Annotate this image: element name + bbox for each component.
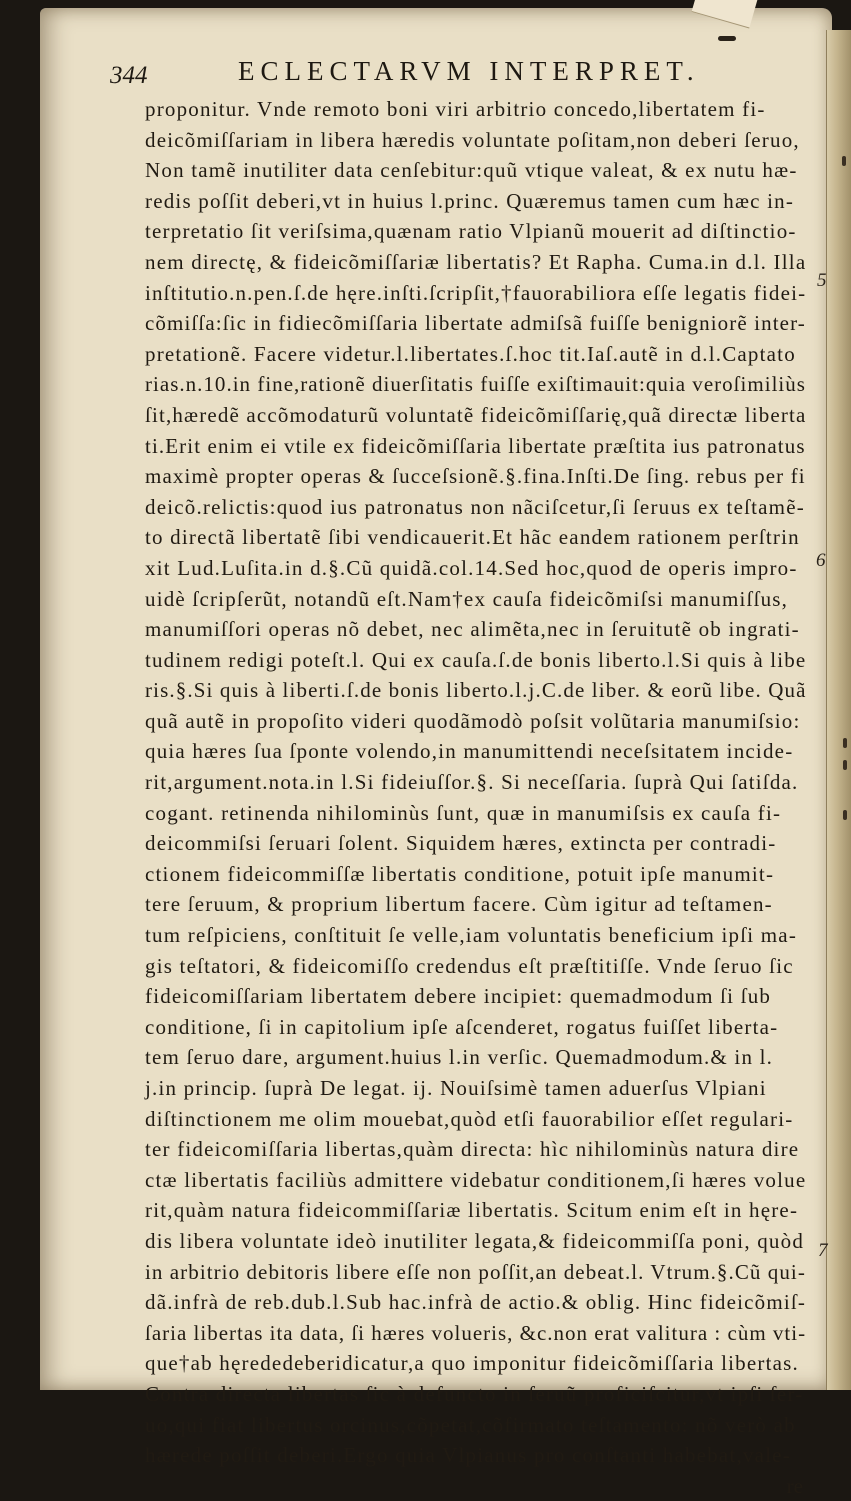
margin-number: 7: [818, 1240, 828, 1261]
text-line: cõmiſſa:ſic in fidiecõmiſſaria libertate admiſsã fuiſſe benigniorẽ inter-: [145, 311, 806, 336]
text-line: rias.n.10.in fine,rationẽ diuerſitatis fuiſſe exiſtimauit:quia veroſimiliùs: [145, 372, 806, 397]
margin-number: 5: [817, 270, 827, 291]
text-line: quã autẽ in propoſito videri quodãmodò poſsit volũtaria manumiſsio:: [145, 708, 801, 733]
text-line: ter fideicomiſſaria libertas,quàm directa: hìc nihilominùs natura dire: [145, 1137, 800, 1162]
text-line: deicõ.relictis:quod ius patronatus non nãciſcetur,ſi ſeruus ex teſtamẽ-: [145, 494, 805, 519]
text-line: cogant. retinenda nihilominùs ſunt, quæ in manumiſsis ex cauſa fi-: [145, 800, 782, 825]
text-line: tudinem redigi poteſt.l. Qui ex cauſa.ſ.de bonis liberto.l.Si quis à libe: [145, 647, 807, 672]
edge-mark: [842, 156, 846, 166]
text-line: rit,argument.nota.in l.Si fideiuſſor.§. Si neceſſaria. ſuprà Qui ſatiſda.: [145, 770, 799, 795]
text-line: nem directę, & fideicõmiſſariæ libertatis? Et Rapha. Cuma.in d.l. Illa: [145, 249, 807, 274]
text-line: deicommiſsi ſeruari ſolent. Siquidem hæres, extincta per contradi-: [145, 831, 777, 856]
catchword: re: [786, 1473, 803, 1498]
text-line: dis libera voluntate ideò inutiliter legata,& fideicommiſſa poni, quòd: [145, 1228, 805, 1253]
text-line: deicõmiſſariam in libera hæredis voluntate poſitam,non deberi ſeruo,: [145, 127, 800, 152]
text-line: ti.Erit enim ei vtile ex fideicõmiſſaria libertate præſtita ius patronatus: [145, 433, 806, 458]
text-line: ris.§.Si quis à liberti.ſ.de bonis liberto.l.j.C.de liber. & eorũ libe. Quã: [145, 678, 807, 703]
text-line: tum reſpiciens, conſtituit ſe velle,iam voluntatis beneficium ipſi ma-: [145, 923, 798, 948]
text-line: diſtinctionem me olim mouebat,quòd etſi fauorabilior eſſet regulari-: [145, 1106, 794, 1131]
text-line: hærede poſſit deberi.Ergo quia Vlpianus pro conſtanti habebat,vale-: [145, 1443, 791, 1468]
text-line: gis teſtatori, & fideicomiſſo credendus eſt præſtitiſſe. Vnde ſeruo ſic: [145, 953, 794, 978]
edge-mark: [843, 760, 847, 770]
text-line: dã.infrà de reb.dub.l.Sub hac.infrà de actio.& oblig. Hinc fideicõmiſ-: [145, 1290, 807, 1315]
text-line: tem ſeruo dare, argument.huius l.in verſic. Quemadmodum.& in l.: [145, 1045, 774, 1070]
text-line: tere ſeruum, & proprium libertum facere. Cùm igitur ad teſtamen-: [145, 892, 773, 917]
text-line: maximè propter operas & ſucceſsionẽ.§.fina.Inſti.De ſing. rebus per fi: [145, 464, 806, 489]
edge-mark: [843, 810, 847, 820]
text-line: rit,quàm natura fideicommiſſariæ libertatis. Scitum enim eſt in hęre-: [145, 1198, 799, 1223]
text-line: Contra directa libertas ſic à defuncto in ſeruũ proficiſcitur,vt ipſi ſer-: [145, 1381, 804, 1406]
text-line: quia hæres ſua ſponte volendo,in manumittendi neceſsitatem incide-: [145, 739, 794, 764]
margin-number: 6: [816, 550, 826, 571]
text-line: que†ab hęrededeberidicatur,a quo imponitur fideicõmiſſaria libertas.: [145, 1351, 799, 1376]
body-text: [145, 94, 807, 1501]
text-line: to directã libertatẽ ſibi vendicauerit.Et hãc eandem rationem perſtrin: [145, 525, 800, 550]
text-line: j.in princip. ſuprà De legat. ij. Nouiſsimè tamen aduerſus Vlpiani: [145, 1076, 767, 1100]
text-line: ctionem fideicommiſſæ libertatis conditione, potuit ipſe manumit-: [145, 861, 775, 886]
text-line: conditione, ſi in capitolium ipſe aſcenderet, rogatus fuiſſet liberta-: [145, 1014, 779, 1039]
text-line: proponitur. Vnde remoto boni viri arbitrio concedo,libertatem fi-: [145, 97, 766, 121]
text-line: fideicomiſſariam libertatem debere incipiet: quemadmodum ſi ſub: [145, 984, 772, 1009]
text-line: inſtitutio.n.pen.ſ.de hęre.inſti.ſcripſit,†fauorabiliora eſſe legatis fidei-: [145, 280, 807, 305]
text-line: in arbitrio debitoris libere eſſe non poſſit,an debeat.l. Vtrum.§.Cũ qui-: [145, 1259, 806, 1284]
text-line: uidè ſcripſerũt, notandũ eſt.Nam†ex cauſa fideicõmiſsi manumiſſus,: [145, 586, 789, 611]
text-line: pretationẽ. Facere videtur.l.libertates.ſ.hoc tit.Iaſ.autẽ in d.l.Captato: [145, 341, 796, 366]
text-line: ſit,hæredẽ accõmodaturũ voluntatẽ fideicõmiſſarię,quã directæ liberta: [145, 402, 807, 427]
text-line: Non tamẽ inutiliter data cenſebitur:quũ vtique valeat, & ex nutu hæ-: [145, 158, 798, 183]
text-line: manumiſſori operas nõ debet, nec alimẽta,nec in ſeruitutẽ ob ingrati-: [145, 617, 800, 642]
text-line: ctæ libertatis faciliùs admittere videbatur conditionem,ſi hæres volue: [145, 1167, 807, 1192]
running-head: ECLECTARVM INTERPRET.: [238, 56, 700, 86]
ink-smudge: [718, 36, 736, 41]
page-header: [110, 56, 800, 90]
text-line: uo,qui fiat libertus orcinus,cõpetat,cõfirmato teſtamento: nõ verò ab: [145, 1412, 796, 1437]
page-fore-edge: [826, 30, 851, 1390]
edge-mark: [843, 738, 847, 748]
text-line: terpretatio ſit veriſsima,quænam ratio Vlpianũ mouerit ad diſtinctio-: [145, 219, 797, 244]
text-line: ſaria libertas ita data, ſi hæres volueris, &c.non erat valitura : cùm vti-: [145, 1320, 807, 1345]
text-line: xit Lud.Luſita.in d.§.Cũ quidã.col.14.Sed hoc,quod de operis impro-: [145, 555, 798, 580]
text-line: redis poſſit deberi,vt in huius l.princ. Quæremus tamen cum hæc in-: [145, 188, 795, 213]
page-number: 344: [110, 62, 148, 89]
